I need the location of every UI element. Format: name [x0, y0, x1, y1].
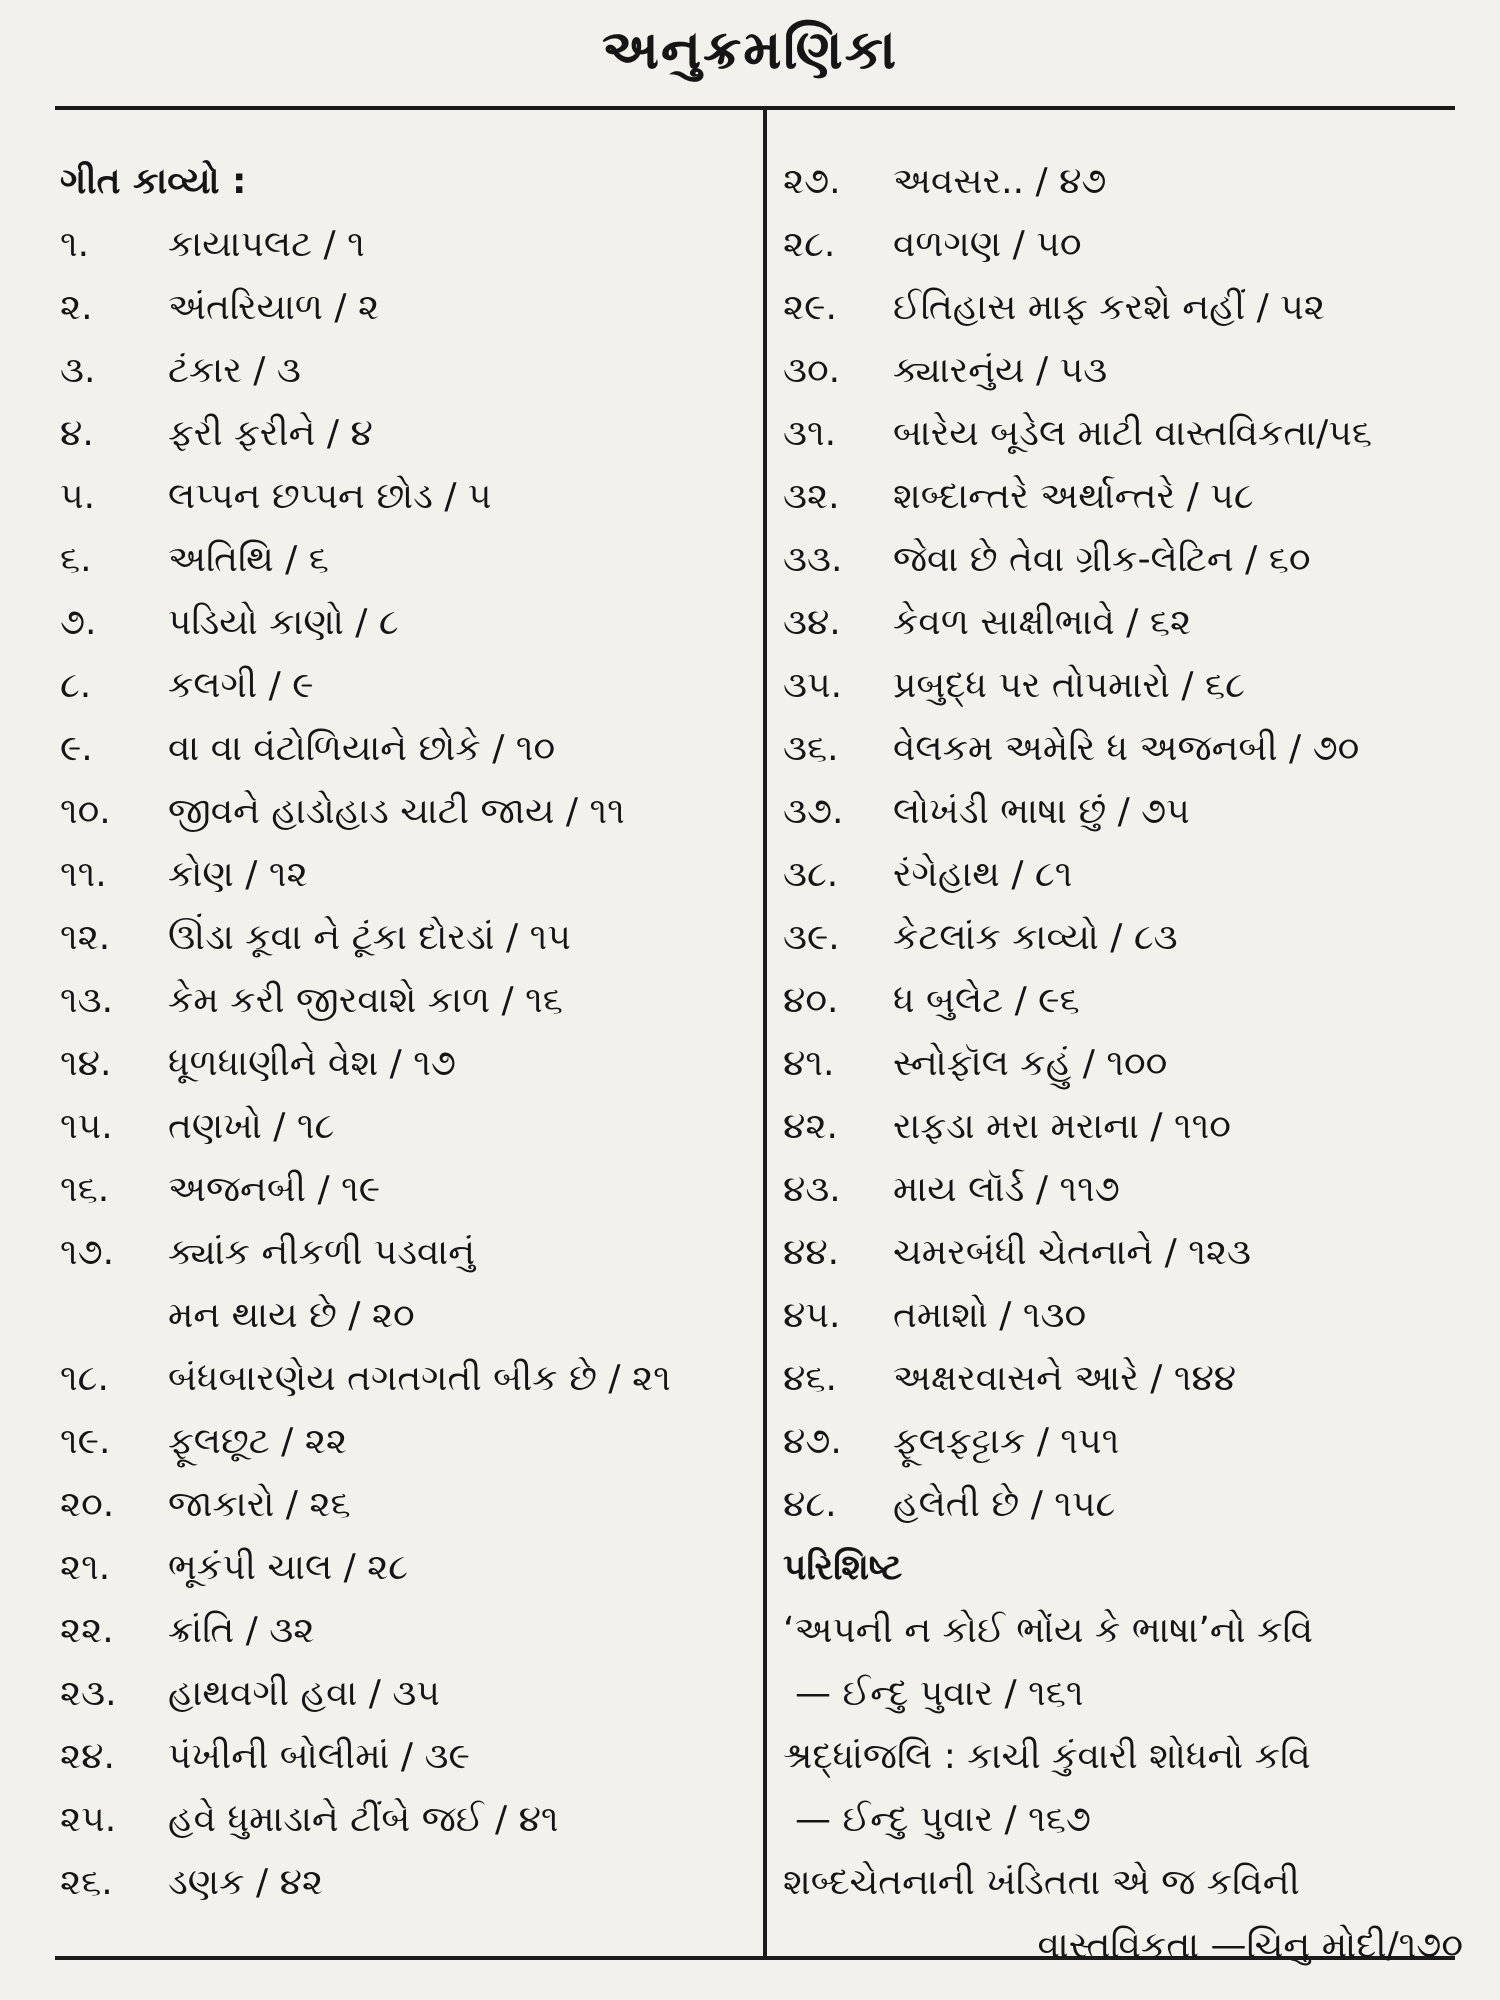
- entry-number: ૨૮.: [783, 224, 836, 265]
- section-heading: ગીત કાવ્યો :: [60, 161, 247, 202]
- toc-entry: [783, 276, 1483, 339]
- entry-title: ઈતિહાસ માફ કરશે નહીં / ૫૨: [893, 287, 1325, 328]
- entry-title: લપ્પન છપ્પન છોડ / ૫: [168, 476, 492, 517]
- toc-entry: [783, 717, 1483, 780]
- entry-title: પડિયો કાણો / ૮: [168, 602, 399, 643]
- entry-title: કેવળ સાક્ષીભાવે / ૬૨: [893, 602, 1192, 643]
- entry-title: હવે ધુમાડાને ટીંબે જઈ / ૪૧: [168, 1799, 559, 1840]
- toc-entry: [783, 1221, 1483, 1284]
- entry-number: ૪.: [60, 413, 94, 454]
- appendix-entry-title: ‘અપની ન કોઈ ભોંય કે ભાષા’નો કવિ: [783, 1610, 1314, 1651]
- entry-title: ઊંડા કૂવા ને ટૂંકા દોરડાં / ૧૫: [168, 917, 571, 958]
- toc-entry: [783, 1347, 1483, 1410]
- toc-entry: [783, 1410, 1483, 1473]
- entry-title: સ્નોફૉલ કહું / ૧૦૦: [893, 1043, 1168, 1084]
- toc-list-left: [60, 213, 750, 1914]
- entry-title: ક્રાંતિ / ૩૨: [168, 1610, 315, 1651]
- entry-number: ૩૨.: [783, 476, 840, 517]
- entry-title: ચમરબંધી ચેતનાને / ૧૨૩: [893, 1232, 1251, 1273]
- toc-entry: [783, 780, 1483, 843]
- toc-entry: [60, 276, 750, 339]
- column-divider: [763, 108, 767, 1956]
- entry-number: ૩૦.: [783, 350, 841, 391]
- entry-title: મન થાય છે / ૨૦: [168, 1295, 415, 1336]
- entry-title: પ્રબુદ્ધ પર તોપમારો / ૬૮: [893, 665, 1245, 706]
- appendix-heading: પરિશિષ્ટ: [783, 1547, 903, 1588]
- entry-number: ૧૮.: [60, 1358, 109, 1399]
- entry-number: ૪૦.: [783, 980, 839, 1021]
- entry-number: ૯.: [60, 728, 93, 769]
- toc-entry: [60, 339, 750, 402]
- toc-entry: [783, 339, 1483, 402]
- toc-entry: [783, 1095, 1483, 1158]
- entry-title: કેમ કરી જીરવાશે કાળ / ૧૬: [168, 980, 563, 1021]
- entry-title: કલગી / ૯: [168, 665, 314, 706]
- entry-title: રાફડા મરા મરાના / ૧૧૦: [893, 1106, 1231, 1147]
- toc-entry: [60, 906, 750, 969]
- toc-entry: [783, 528, 1483, 591]
- top-rule: [55, 106, 1455, 110]
- entry-title: ડણક / ૪૨: [168, 1862, 324, 1903]
- entry-number: ૩૭.: [783, 791, 844, 832]
- entry-title: શબ્દાન્તરે અર્થાન્તરે / ૫૮: [893, 476, 1254, 517]
- entry-number: ૪૮.: [783, 1484, 837, 1525]
- toc-entry: [60, 1095, 750, 1158]
- entry-number: ૨૦.: [60, 1484, 115, 1525]
- entry-title: કોણ / ૧૨: [168, 854, 308, 895]
- entry-title: માય લૉર્ડ / ૧૧૭: [893, 1169, 1120, 1210]
- toc-entry: [60, 1032, 750, 1095]
- toc-entry: [60, 1725, 750, 1788]
- toc-list-right: [783, 150, 1483, 1536]
- entry-number: ૩૬.: [783, 728, 839, 769]
- toc-entry: [60, 1221, 750, 1284]
- appendix-entry-author: — ઈન્દુ પુવાર / ૧૬૧: [795, 1673, 1084, 1714]
- toc-entry: [60, 654, 750, 717]
- entry-number: ૩૩.: [783, 539, 843, 580]
- toc-entry: [783, 1473, 1483, 1536]
- entry-number: ૨૬.: [60, 1862, 113, 1903]
- toc-entry: [783, 402, 1483, 465]
- toc-entry: [60, 1599, 750, 1662]
- entry-number: ૨૩.: [60, 1673, 117, 1714]
- toc-entry: [60, 1851, 750, 1914]
- toc-entry-continuation: [60, 1284, 750, 1347]
- entry-number: ૧૩.: [60, 980, 114, 1021]
- entry-title: જાકારો / ૨૬: [168, 1484, 351, 1525]
- entry-title: હલેતી છે / ૧૫૮: [893, 1484, 1116, 1525]
- right-column: [783, 150, 1483, 1977]
- appendix-entry-title: શબ્દચેતનાની ખંડિતતા એ જ કવિની: [783, 1862, 1300, 1903]
- entry-title: જેવા છે તેવા ગ્રીક-લેટિન / ૬૦: [893, 539, 1311, 580]
- entry-number: ૨૫.: [60, 1799, 117, 1840]
- entry-number: ૧૭.: [60, 1232, 115, 1273]
- entry-number: ૨૯.: [783, 287, 837, 328]
- toc-entry: [60, 1788, 750, 1851]
- entry-number: ૩૫.: [783, 665, 843, 706]
- entry-number: ૫.: [60, 476, 96, 517]
- entry-title: પંખીની બોલીમાં / ૩૯: [168, 1736, 470, 1777]
- entry-number: ૧૦.: [60, 791, 111, 832]
- entry-title: તમાશો / ૧૩૦: [893, 1295, 1087, 1336]
- entry-number: ૪૨.: [783, 1106, 838, 1147]
- entry-title: ક્યારનુંય / ૫૩: [893, 350, 1108, 391]
- entry-number: ૪૭.: [783, 1421, 842, 1462]
- entry-title: અતિથિ / ૬: [168, 539, 329, 580]
- appendix-entry-title: શ્રદ્ધાંજલિ : કાચી કુંવારી શોધનો કવિ: [783, 1736, 1311, 1777]
- entry-number: ૨૭.: [783, 161, 841, 202]
- entry-number: ૩૯.: [783, 917, 840, 958]
- toc-entry: [60, 402, 750, 465]
- entry-number: ૮.: [60, 665, 92, 706]
- toc-entry: [783, 1032, 1483, 1095]
- toc-entry: [783, 969, 1483, 1032]
- toc-entry: [783, 150, 1483, 213]
- entry-number: ૨૨.: [60, 1610, 114, 1651]
- toc-entry: [60, 843, 750, 906]
- entry-title: અક્ષરવાસને આરે / ૧૪૪: [893, 1358, 1237, 1399]
- toc-entry: [60, 1473, 750, 1536]
- toc-entry: [60, 969, 750, 1032]
- toc-entry: [60, 1347, 750, 1410]
- entry-number: ૩.: [60, 350, 96, 391]
- entry-number: ૧૪.: [60, 1043, 112, 1084]
- appendix-entry-author: વાસ્તવિકતા —ચિનુ મોદી/૧૭૦: [1037, 1925, 1463, 1966]
- toc-entry: [783, 1158, 1483, 1221]
- entry-title: વા વા વંટોળિયાને છોકે / ૧૦: [168, 728, 556, 769]
- entry-number: ૧૫.: [60, 1106, 113, 1147]
- toc-entry: [60, 1536, 750, 1599]
- entry-title: વળગણ / ૫૦: [893, 224, 1082, 265]
- toc-entry: [60, 465, 750, 528]
- entry-number: ૪૩.: [783, 1169, 841, 1210]
- toc-entry: [60, 1662, 750, 1725]
- entry-number: ૪૫.: [783, 1295, 841, 1336]
- entry-number: ૩૮.: [783, 854, 839, 895]
- entry-number: ૨૧.: [60, 1547, 111, 1588]
- entry-number: ૧૬.: [60, 1169, 110, 1210]
- entry-number: ૩૪.: [783, 602, 841, 643]
- entry-title: ફૂલફટ્ટાક / ૧૫૧: [893, 1421, 1120, 1462]
- page-title: અનુક્રમણિકા: [601, 18, 899, 81]
- entry-number: ૪૪.: [783, 1232, 840, 1273]
- entry-number: ૨.: [60, 287, 93, 328]
- entry-title: હાથવગી હવા / ૩૫: [168, 1673, 440, 1714]
- entry-title: ટંકાર / ૩: [168, 350, 301, 391]
- toc-entry: [60, 717, 750, 780]
- toc-entry: [60, 213, 750, 276]
- toc-entry: [60, 591, 750, 654]
- toc-entry: [783, 213, 1483, 276]
- entry-title: બારેય બૂડેલ માટી વાસ્તવિકતા/૫૬: [893, 413, 1373, 454]
- entry-number: ૭.: [60, 602, 97, 643]
- entry-title: જીવને હાડોહાડ ચાટી જાય / ૧૧: [168, 791, 625, 832]
- entry-title: તણખો / ૧૮: [168, 1106, 335, 1147]
- toc-entry: [60, 1410, 750, 1473]
- entry-number: ૧૯.: [60, 1421, 111, 1462]
- toc-entry: [783, 465, 1483, 528]
- entry-title: ફૂલછૂટ / ૨૨: [168, 1421, 347, 1462]
- entry-title: અવસર.. / ૪૭: [893, 161, 1107, 202]
- entry-number: ૬.: [60, 539, 92, 580]
- appendix-entry-author: — ઈન્દુ પુવાર / ૧૬૭: [795, 1799, 1091, 1840]
- toc-entry: [783, 654, 1483, 717]
- entry-number: ૧.: [60, 224, 90, 265]
- entry-number: ૪૧.: [783, 1043, 835, 1084]
- entry-number: ૪૬.: [783, 1358, 837, 1399]
- entry-title: બંધબારણેય તગતગતી બીક છે / ૨૧: [168, 1358, 671, 1399]
- toc-entry: [783, 906, 1483, 969]
- toc-entry: [783, 591, 1483, 654]
- entry-title: અંતરિયાળ / ૨: [168, 287, 380, 328]
- entry-number: ૧૨.: [60, 917, 111, 958]
- entry-title: ધૂળધાણીને વેશ / ૧૭: [168, 1043, 456, 1084]
- entry-number: ૩૧.: [783, 413, 837, 454]
- entry-title: ફરી ફરીને / ૪: [168, 413, 373, 454]
- toc-entry: [60, 1158, 750, 1221]
- entry-title: ભૂકંપી ચાલ / ૨૮: [168, 1547, 409, 1588]
- entry-title: રંગેહાથ / ૮૧: [893, 854, 1073, 895]
- entry-title: કાયાપલટ / ૧: [168, 224, 365, 265]
- entry-number: ૨૪.: [60, 1736, 115, 1777]
- toc-entry: [783, 1284, 1483, 1347]
- entry-title: વેલકમ અમેરિ ધ અજનબી / ૭૦: [893, 728, 1360, 769]
- toc-entry: [60, 528, 750, 591]
- entry-title: કેટલાંક કાવ્યો / ૮૩: [893, 917, 1178, 958]
- entry-title: અજનબી / ૧૯: [168, 1169, 381, 1210]
- entry-title: ક્યાંક નીકળી પડવાનું: [168, 1232, 476, 1273]
- left-column: [60, 150, 750, 1914]
- entry-title: લોખંડી ભાષા છું / ૭૫: [893, 791, 1190, 832]
- entry-number: ૧૧.: [60, 854, 107, 895]
- entry-title: ધ બુલેટ / ૯૬: [893, 980, 1080, 1021]
- toc-entry: [60, 780, 750, 843]
- toc-entry: [783, 843, 1483, 906]
